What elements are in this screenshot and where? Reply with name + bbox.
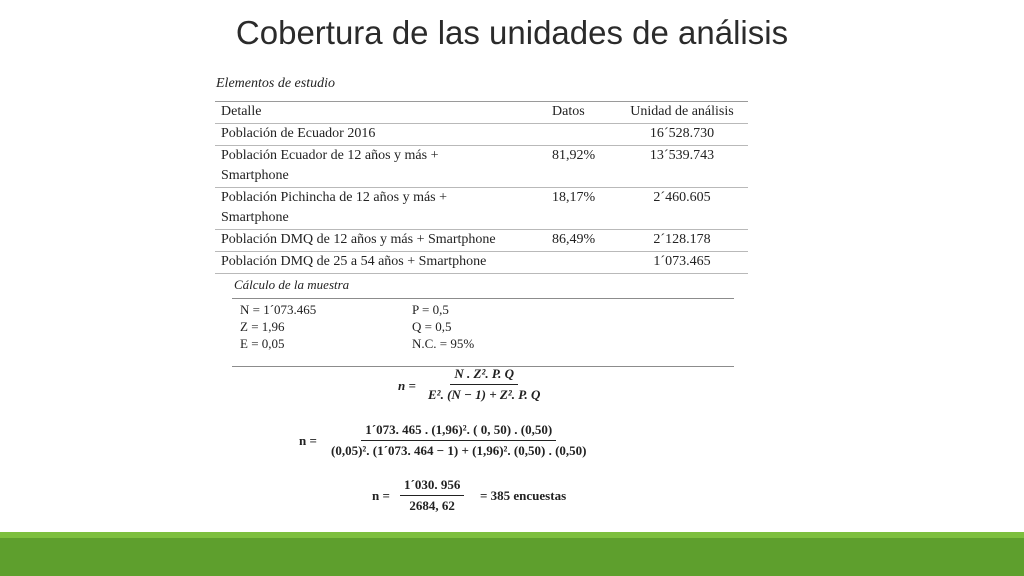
- row-datos: 81,92%: [552, 148, 596, 163]
- row-detail: Población DMQ de 12 años y más + Smartphone: [221, 232, 496, 247]
- formula-lhs: n =: [398, 378, 416, 393]
- param-nc: N.C. = 95%: [412, 336, 475, 351]
- table-caption: Elementos de estudio: [216, 76, 335, 91]
- row-datos: 18,17%: [552, 190, 596, 205]
- result-numerator: 1´030. 956: [400, 477, 464, 496]
- result-fraction: [400, 477, 464, 514]
- table-row: [215, 230, 748, 252]
- result-lhs: n =: [372, 488, 390, 503]
- formula-denominator: E². (N − 1) + Z². P. Q: [428, 387, 541, 402]
- footer-band-dark: [0, 538, 1024, 576]
- divider: [232, 298, 734, 299]
- header-unidad: Unidad de análisis: [630, 104, 734, 119]
- param-n: N = 1´073.465: [240, 302, 317, 317]
- substitution-denominator: (0,05)². (1´073. 464 − 1) + (1,96)². (0,50) . (0,50): [331, 443, 587, 458]
- table-row: [215, 146, 748, 188]
- row-datos: [546, 252, 616, 274]
- row-detail: Población Ecuador de 12 años y más + Smartphone: [221, 148, 439, 183]
- slide-title: Cobertura de las unidades de análisis: [235, 14, 789, 51]
- row-datos: [546, 124, 616, 146]
- formula-numerator: N . Z². P. Q: [450, 366, 518, 385]
- substitution-numerator: 1´073. 465 . (1,96)². ( 0, 50) . (0,50): [361, 422, 556, 441]
- study-elements-table: [215, 101, 748, 274]
- substitution-fraction: [327, 422, 590, 459]
- table-header-row: [215, 102, 748, 124]
- header-detalle: Detalle: [221, 104, 262, 119]
- param-e: E = 0,05: [240, 336, 285, 351]
- row-datos: 86,49%: [552, 232, 596, 247]
- table-row: [215, 124, 748, 146]
- table-row: [215, 188, 748, 230]
- param-z: Z = 1,96: [240, 319, 285, 334]
- row-detail: Población de Ecuador 2016: [221, 126, 376, 141]
- header-datos: Datos: [552, 104, 585, 119]
- result-denominator: 2684, 62: [409, 498, 455, 513]
- formula-fraction: [424, 366, 544, 403]
- row-unidad: 1´073.465: [653, 254, 711, 269]
- param-q: Q = 0,5: [412, 319, 452, 334]
- row-detail: Población Pichincha de 12 años y más + Smartphone: [221, 190, 448, 225]
- row-unidad: 2´460.605: [653, 190, 711, 205]
- row-unidad: 13´539.743: [649, 148, 715, 163]
- substitution-lhs: n =: [299, 433, 317, 448]
- result-answer: = 385 encuestas: [480, 488, 567, 503]
- row-unidad: 2´128.178: [653, 232, 711, 247]
- table-row: [215, 252, 748, 274]
- param-p: P = 0,5: [412, 302, 449, 317]
- row-unidad: 16´528.730: [649, 126, 715, 141]
- sample-caption: Cálculo de la muestra: [234, 277, 350, 292]
- row-detail: Población DMQ de 25 a 54 años + Smartphone: [221, 254, 487, 269]
